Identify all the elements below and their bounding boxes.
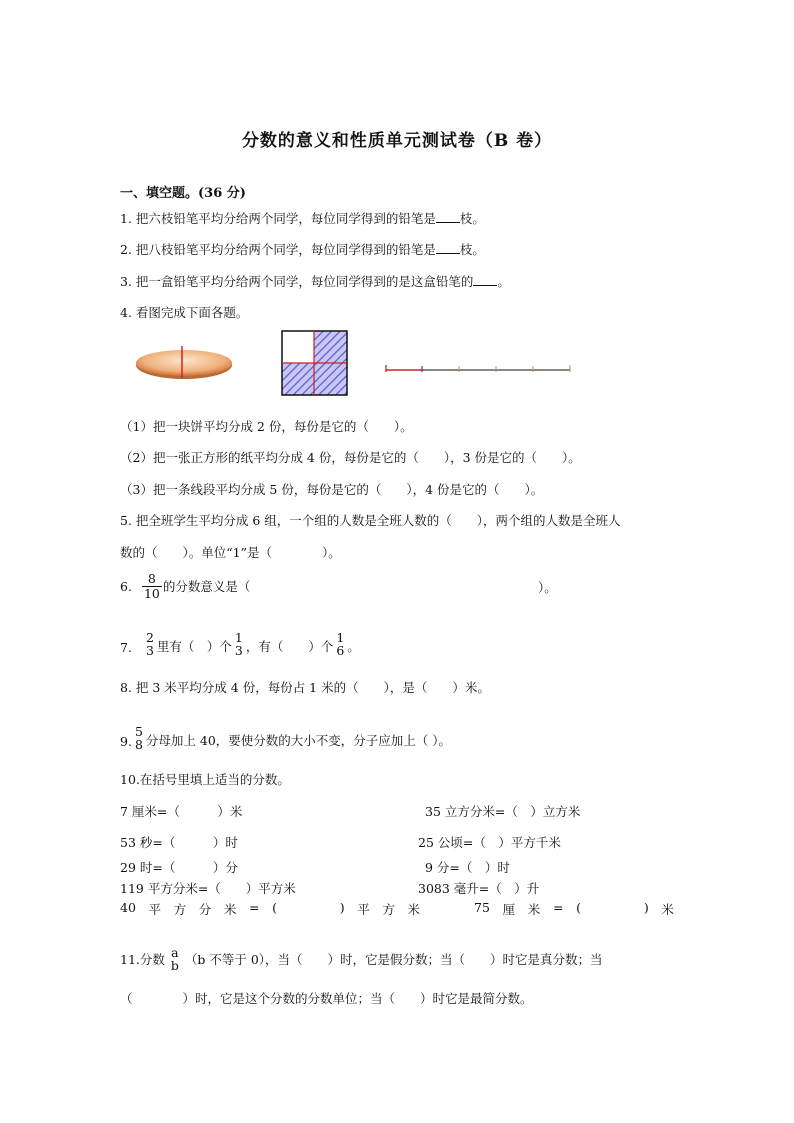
question-7: [120, 617, 360, 657]
question-4-1: （1）把一块饼平均分成 2 份，每份是它的（ ）。: [120, 419, 413, 434]
fraction-1-6: [334, 631, 346, 657]
fraction-a-b: [169, 946, 181, 972]
fraction-denominator: b: [170, 958, 179, 973]
fraction-denominator: 3: [234, 642, 243, 658]
spread-char: 米: [527, 902, 541, 917]
question-2-text: 2. 把八枝铅笔平均分给两个同学，每位同学得到的铅笔是: [120, 242, 436, 257]
question-6-number: 6.: [120, 578, 132, 594]
square-shaded-part: [282, 363, 314, 395]
question-1-text: 1. 把六枝铅笔平均分给两个同学，每位同学得到的铅笔是: [120, 211, 436, 226]
question-3-text: 3. 把一盒铅笔平均分给两个同学，每位同学得到的是这盒铅笔的: [120, 274, 474, 289]
spread-char: 平: [148, 902, 162, 917]
spread-char: 40: [120, 900, 136, 915]
q10-item-40-square-decimeters: [120, 900, 420, 918]
spread-char: 75: [474, 900, 490, 915]
question-6-end: ）。: [538, 580, 557, 595]
pancake-figure: [134, 344, 234, 382]
fraction-numerator: 5: [134, 723, 143, 739]
question-6: [120, 566, 250, 606]
fraction-numerator: 8: [147, 571, 156, 587]
question-1-unit: 枝。: [459, 211, 485, 226]
fraction-numerator: a: [171, 944, 179, 960]
spread-char: ): [339, 900, 345, 915]
answer-blank[interactable]: [473, 274, 497, 286]
fraction-5-8: [133, 725, 145, 751]
q10-item: 7 厘米=（ ）米: [120, 804, 243, 819]
answer-blank[interactable]: [436, 242, 460, 254]
page-title: 分数的意义和性质单元测试卷（B 卷）: [241, 131, 553, 151]
question-11-line-1: [120, 940, 603, 978]
question-4-3: （3）把一条线段平均分成 5 份，每份是它的（ ），4 份是它的（ ）。: [120, 482, 544, 497]
segment-figure: [384, 362, 574, 376]
question-6-text: 的分数意义是（: [162, 579, 251, 594]
question-7-end: 。: [347, 639, 360, 654]
question-9-text: 分母加上 40，要使分数的大小不变，分子应加上（ ）。: [145, 733, 451, 748]
question-10: 10.在括号里填上适当的分数。: [120, 772, 290, 787]
fraction-denominator: 10: [143, 585, 160, 601]
question-11-line-2: （ ）时，它是这个分数的分数单位；当（ ）时它是最简分数。: [120, 991, 533, 1006]
spread-char: =: [249, 900, 260, 915]
q10-item: 35 立方分米=（ ）立方米: [425, 804, 581, 819]
section-heading-fill-blank: 一、填空题。(36 分): [120, 186, 246, 201]
spread-char: (: [272, 900, 277, 915]
question-1: [120, 209, 485, 227]
question-8: 8. 把 3 米平均分成 4 份，每份占 1 米的（ ），是（ ）米。: [120, 680, 490, 695]
question-9-number: 9.: [120, 734, 132, 749]
square-shaded-part: [314, 363, 347, 395]
fraction-numerator: 2: [145, 629, 154, 645]
spread-char: 方: [173, 902, 187, 917]
question-5-line-2: 数的（ ）。单位“1”是（ ）。: [120, 545, 341, 560]
spread-char: 米: [661, 902, 674, 917]
q10-item: 53 秒=（ ）时: [120, 835, 238, 850]
square-figure: [281, 330, 349, 396]
spread-char: =: [552, 900, 564, 915]
spread-char: [290, 900, 328, 918]
question-7-text-1: 里有（ ）个: [156, 639, 232, 654]
q10-item: 25 公顷=（ ）平方千米: [418, 835, 561, 850]
question-3: [120, 272, 510, 290]
question-4-2: （2）把一张正方形的纸平均分成 4 份，每份是它的（ ），3 份是它的（ ）。: [120, 450, 581, 465]
q10-item: 9 分=（ ）时: [425, 860, 510, 875]
q10-item: 3083 毫升=（ ）升: [418, 881, 540, 896]
question-9: [120, 709, 451, 751]
q10-item: 29 时=（ ）分: [120, 860, 238, 875]
question-11-lead: 11.分数: [120, 952, 165, 967]
spread-char: 厘: [502, 902, 516, 917]
q10-item: 119 平方分米=（ ）平方米: [120, 881, 296, 896]
fraction-1-3: [233, 631, 245, 657]
square-blank-part: [282, 331, 314, 363]
question-11-text: （b 不等于 0），当（ ）时，它是假分数；当（ ）时它是真分数；当: [184, 952, 603, 967]
spread-char: 米: [407, 902, 420, 917]
question-7-number: 7.: [120, 640, 132, 655]
fraction-numerator: 1: [234, 629, 243, 645]
question-4: 4. 看图完成下面各题。: [120, 305, 249, 320]
spread-char: 米: [223, 902, 237, 917]
fraction-denominator: 3: [145, 642, 154, 658]
question-5-line-1: 5. 把全班学生平均分成 6 组，一个组的人数是全班人数的（ ），两个组的人数是全班人: [120, 513, 621, 528]
spread-char: ): [643, 900, 649, 915]
spread-char: 分: [198, 902, 212, 917]
question-7-text-2: ，有（ ）个: [245, 639, 334, 654]
q10-item-75-centimeters: [474, 900, 674, 918]
fraction-8-10: [142, 572, 162, 599]
question-2-unit: 枝。: [459, 242, 485, 257]
pancake: [136, 350, 232, 376]
answer-blank[interactable]: [436, 211, 460, 223]
fraction-numerator: 1: [336, 629, 345, 645]
spread-char: (: [576, 900, 581, 915]
fraction-2-3: [144, 631, 156, 657]
question-2: [120, 240, 485, 258]
question-3-end: 。: [497, 274, 510, 289]
square-shaded-part: [314, 331, 347, 363]
fraction-denominator: 8: [134, 736, 143, 752]
spread-char: 平: [357, 902, 370, 917]
fraction-denominator: 6: [336, 642, 345, 658]
spread-char: [594, 900, 632, 918]
spread-char: 方: [382, 902, 395, 917]
